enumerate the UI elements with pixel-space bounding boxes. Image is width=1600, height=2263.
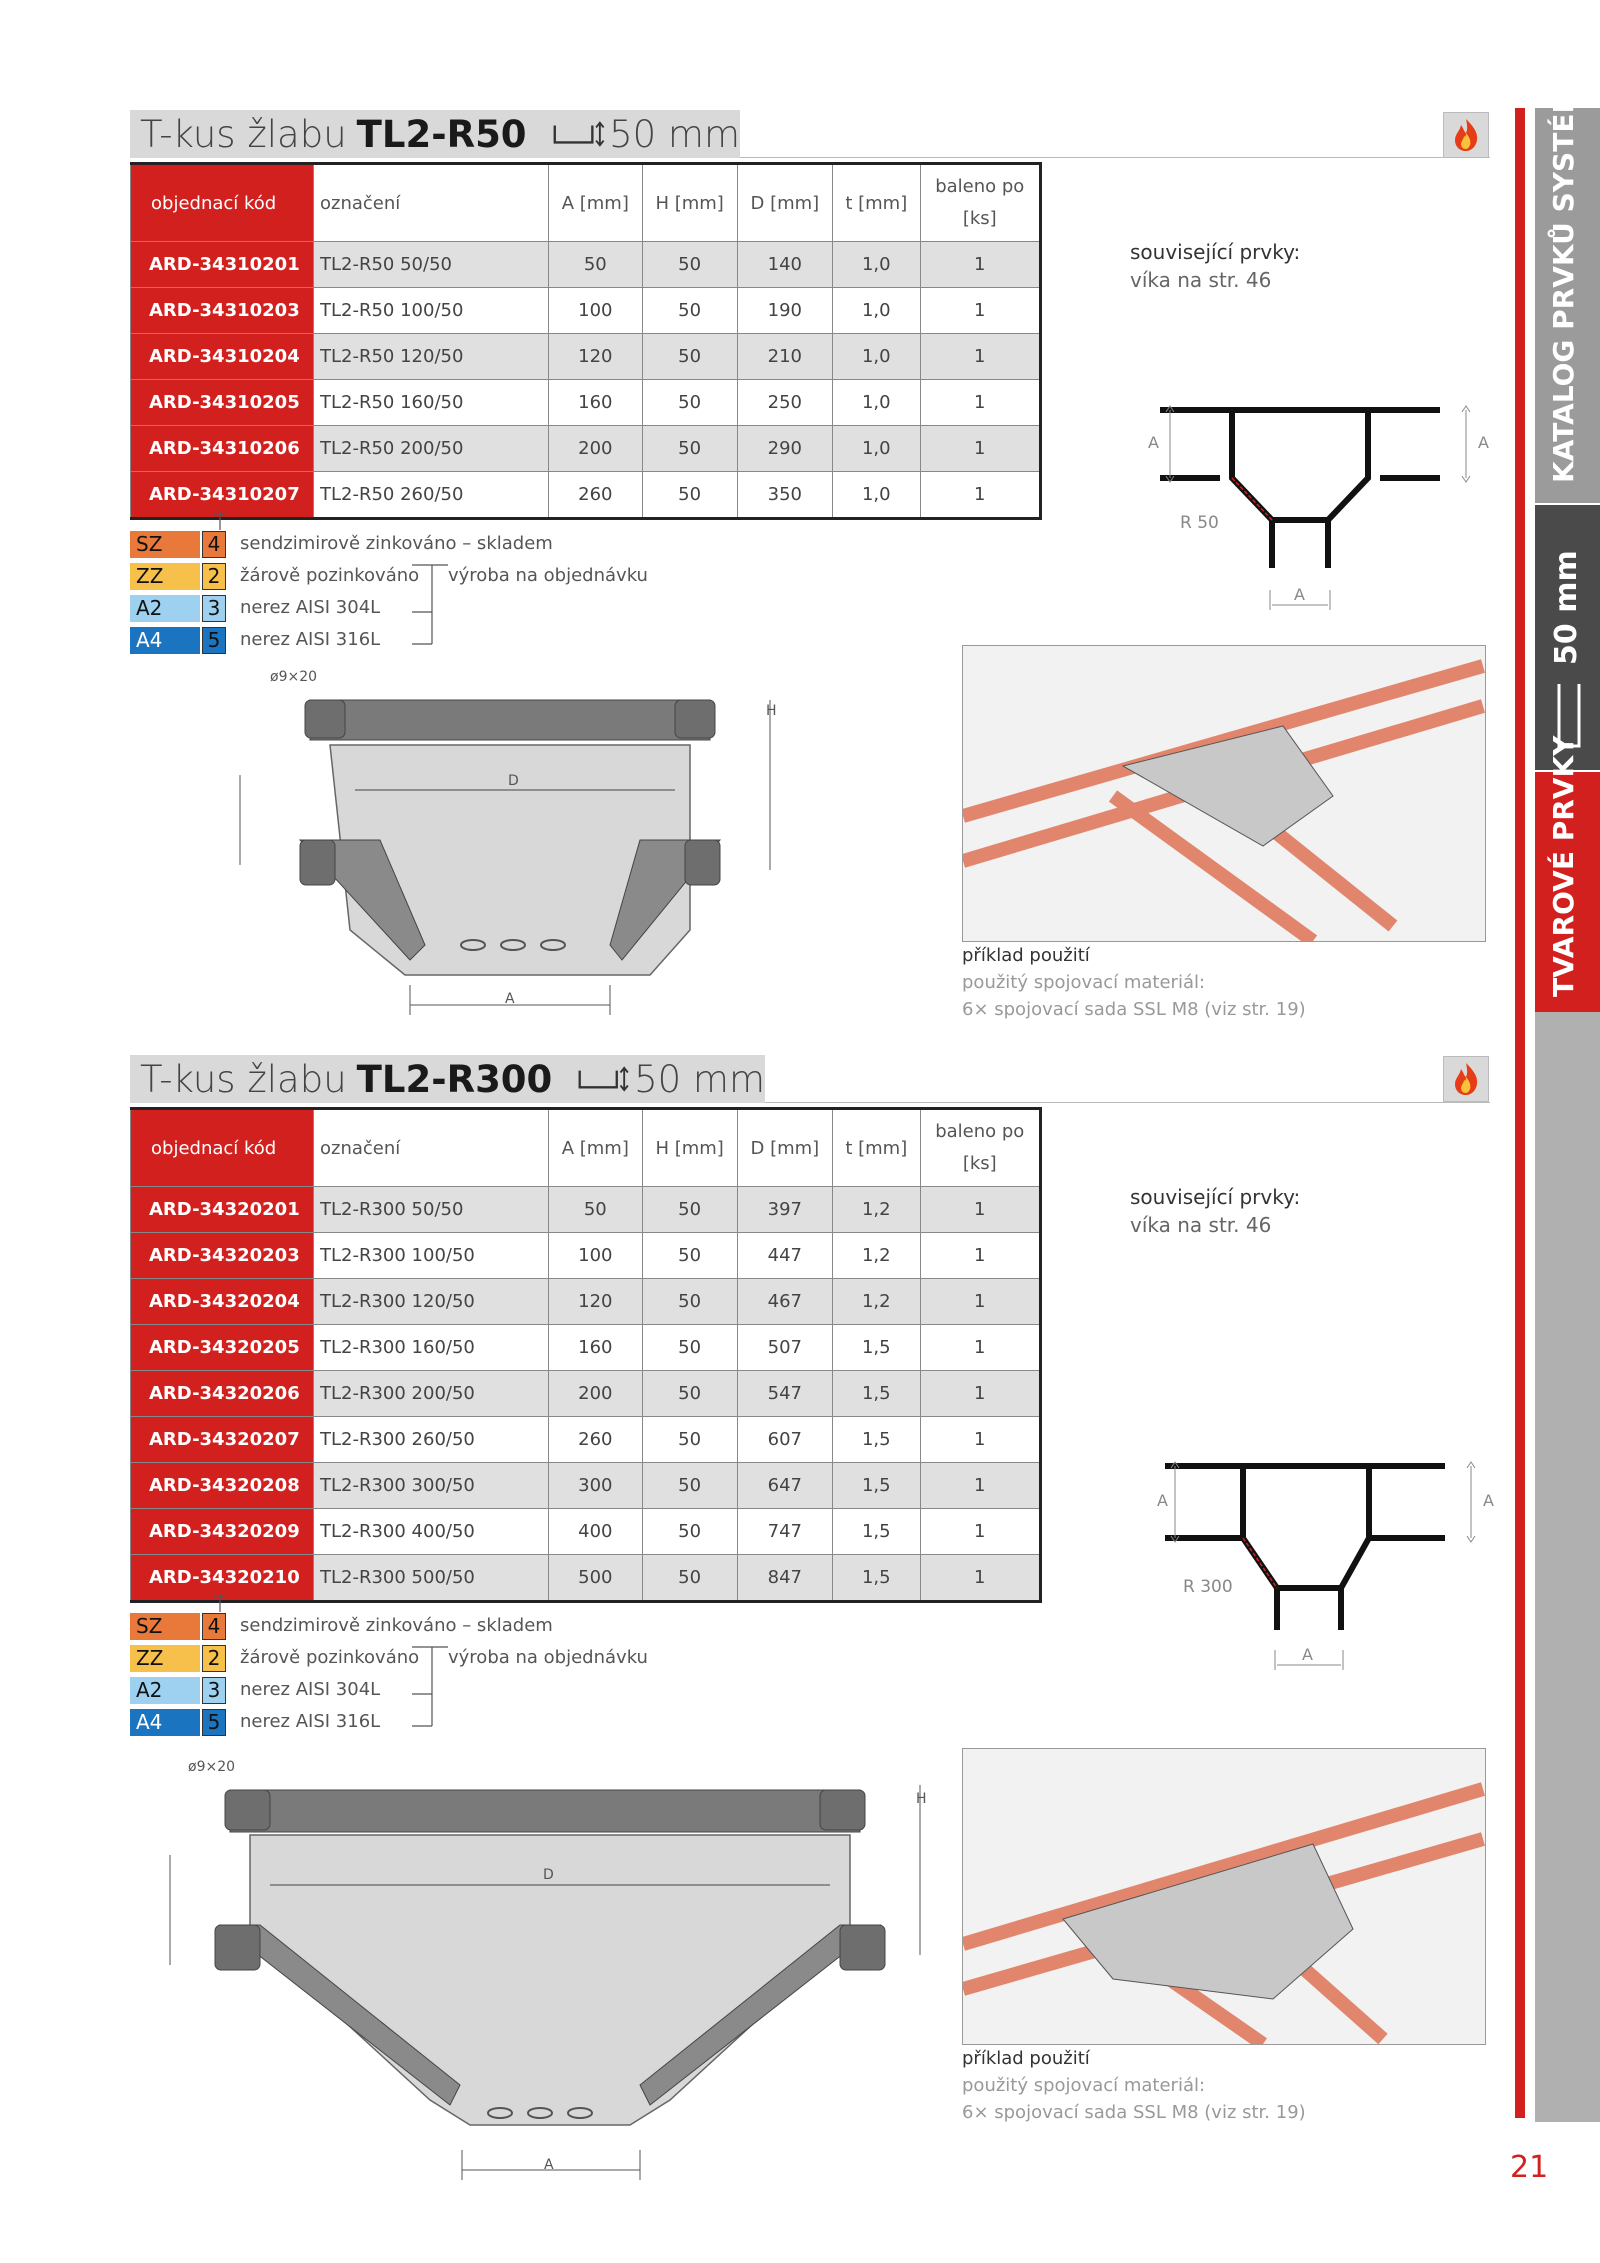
legend-connector (210, 1594, 230, 1614)
order-code: ARD-34320209 (131, 1509, 314, 1555)
col-header-h: H [mm] (642, 164, 737, 242)
material-code: A4 (130, 627, 200, 654)
material-number: 5 (202, 627, 226, 654)
material-code: SZ (130, 1613, 200, 1640)
order-code: ARD-34320205 (131, 1325, 314, 1371)
table-row: ARD-34320204 TL2-R300 120/50 120 50 467 1,2 1 (131, 1279, 1041, 1325)
usage-illustration (963, 646, 1485, 941)
order-code: ARD-34310206 (131, 426, 314, 472)
table-row: ARD-34320205 TL2-R300 160/50 160 50 507 1,5 1 (131, 1325, 1041, 1371)
table-row: ARD-34310204 TL2-R50 120/50 120 50 210 1,0 1 (131, 334, 1041, 380)
section2-caption (962, 2045, 1306, 2126)
section1-title-prefix: T-kus žlabu (140, 112, 347, 156)
col-header-t: t [mm] (833, 1109, 920, 1187)
table-row: ARD-34310205 TL2-R50 160/50 160 50 250 1,0 1 (131, 380, 1041, 426)
section1-title-size: 50 mm (609, 112, 740, 156)
order-code: ARD-34320207 (131, 1417, 314, 1463)
section2-drawing (150, 1755, 940, 2195)
caption-line2: 6× spojovací sada SSL M8 (viz str. 19) (962, 999, 1306, 1020)
table-row: ARD-34310207 TL2-R50 260/50 260 50 350 1,0 1 (131, 472, 1041, 519)
side-red-rule (1515, 108, 1525, 2118)
material-number: 5 (202, 1709, 226, 1736)
table-row: ARD-34310206 TL2-R50 200/50 200 50 290 1,0 1 (131, 426, 1041, 472)
dim-a-bottom: A (1302, 1645, 1313, 1664)
material-code: ZZ (130, 563, 200, 590)
hole-label: ø9×20 (270, 669, 318, 685)
order-code: ARD-34310203 (131, 288, 314, 334)
legend-bracket (410, 556, 450, 656)
page-number: 21 (1510, 2150, 1549, 2185)
side-tab-catalog-label: KATALOG PRVKŮ SYSTÉMU (1547, 62, 1580, 483)
radius-label: R 300 (1183, 1577, 1233, 1597)
col-header-a: A [mm] (549, 1109, 643, 1187)
tray-profile-icon (551, 119, 606, 149)
material-number: 2 (202, 1645, 226, 1672)
section2-product-table (130, 1107, 1042, 1603)
order-code: ARD-34320201 (131, 1187, 314, 1233)
side-tab-size (1535, 505, 1600, 770)
section1-related (1130, 238, 1300, 294)
material-number: 2 (202, 563, 226, 590)
section1-title-rule (740, 157, 1490, 158)
table-row: ARD-34320207 TL2-R300 260/50 260 50 607 1,5 1 (131, 1417, 1041, 1463)
order-code: ARD-34310201 (131, 242, 314, 288)
related-value: víka na str. 46 (1130, 1213, 1272, 1237)
dim-a-right: A (1483, 1491, 1494, 1510)
dim-a-left: A (1157, 1491, 1168, 1510)
section2-schematic (1145, 1450, 1505, 1680)
section2-title (130, 1055, 765, 1103)
col-header-designation: označení (314, 1109, 549, 1187)
caption-line1: použitý spojovací materiál: (962, 972, 1206, 993)
section2-title-prefix: T-kus žlabu (140, 1057, 347, 1101)
dim-d: D (508, 773, 519, 789)
dim-a-left: A (1148, 433, 1159, 452)
material-code: A2 (130, 1677, 200, 1704)
col-header-designation: označení (314, 164, 549, 242)
order-code: ARD-34310204 (131, 334, 314, 380)
usage-illustration (963, 1749, 1485, 2044)
table-row: ARD-34320203 TL2-R300 100/50 100 50 447 1,2 1 (131, 1233, 1041, 1279)
section1-title-code: TL2-R50 (356, 112, 527, 156)
dim-d: D (543, 1867, 554, 1883)
section1-drawing (230, 665, 790, 1035)
section1-schematic (1140, 390, 1500, 620)
order-code: ARD-34310207 (131, 472, 314, 519)
section1-fire-badge (1443, 112, 1489, 158)
caption-line2: 6× spojovací sada SSL M8 (viz str. 19) (962, 2102, 1306, 2123)
section1-product-table (130, 162, 1042, 520)
table-row: ARD-34320208 TL2-R300 300/50 300 50 647 1,5 1 (131, 1463, 1041, 1509)
dim-a-bottom: A (1294, 585, 1305, 604)
table-row: ARD-34320201 TL2-R300 50/50 50 50 397 1,2 1 (131, 1187, 1041, 1233)
side-grey-bar (1535, 1012, 1600, 2122)
dim-h: H (766, 703, 777, 719)
section1-usage-photo (962, 645, 1486, 942)
material-number: 4 (202, 531, 226, 558)
section2-usage-photo (962, 1748, 1486, 2045)
dim-a: A (544, 2157, 554, 2173)
col-header-d: D [mm] (737, 1109, 832, 1187)
order-code: ARD-34320206 (131, 1371, 314, 1417)
section2-fire-badge (1443, 1056, 1489, 1102)
col-header-pack: baleno po [ks] (920, 164, 1040, 242)
order-code: ARD-34320208 (131, 1463, 314, 1509)
table-row: ARD-34320209 TL2-R300 400/50 400 50 747 1,5 1 (131, 1509, 1041, 1555)
material-code: ZZ (130, 1645, 200, 1672)
table-row: ARD-34310201 TL2-R50 50/50 50 50 140 1,0 1 (131, 242, 1041, 288)
fire-icon (1444, 1057, 1488, 1101)
section2-title-code: TL2-R300 (356, 1057, 553, 1101)
table-row: ARD-34310203 TL2-R50 100/50 100 50 190 1,0 1 (131, 288, 1041, 334)
table-row: ARD-34320210 TL2-R300 500/50 500 50 847 1,5 1 (131, 1555, 1041, 1602)
tray-profile-icon (576, 1064, 630, 1094)
col-header-d: D [mm] (737, 164, 832, 242)
material-code: SZ (130, 531, 200, 558)
col-header-order-code: objednací kód (131, 1109, 314, 1187)
order-code: ARD-34320204 (131, 1279, 314, 1325)
section2-related (1130, 1183, 1300, 1239)
dim-a: A (505, 991, 515, 1007)
side-tab-category-label: TVAROVÉ PRVKY (1547, 735, 1580, 997)
legend-connector (210, 512, 230, 532)
col-header-a: A [mm] (549, 164, 643, 242)
legend-bracket (410, 1638, 450, 1738)
related-label: související prvky: (1130, 1185, 1301, 1209)
section1-title (130, 110, 740, 158)
side-tab-size-label: 50 mm (1549, 550, 1584, 665)
material-number: 4 (202, 1613, 226, 1640)
col-header-pack: baleno po [ks] (920, 1109, 1040, 1187)
caption-title: příklad použití (962, 2048, 1090, 2069)
material-code: A2 (130, 595, 200, 622)
table-row: ARD-34320206 TL2-R300 200/50 200 50 547 1,5 1 (131, 1371, 1041, 1417)
related-value: víka na str. 46 (1130, 268, 1272, 292)
order-code: ARD-34320203 (131, 1233, 314, 1279)
col-header-h: H [mm] (642, 1109, 737, 1187)
material-code: A4 (130, 1709, 200, 1736)
material-number: 3 (202, 1677, 226, 1704)
dim-h: H (916, 1791, 927, 1807)
section1-caption (962, 942, 1306, 1023)
col-header-t: t [mm] (833, 164, 920, 242)
col-header-order-code: objednací kód (131, 164, 314, 242)
order-code: ARD-34310205 (131, 380, 314, 426)
fire-icon (1444, 113, 1488, 157)
section2-title-rule (765, 1102, 1490, 1103)
radius-label: R 50 (1180, 513, 1219, 533)
side-tab-catalog (1535, 62, 1600, 503)
section2-title-size: 50 mm (634, 1057, 765, 1101)
order-code: ARD-34320210 (131, 1555, 314, 1602)
caption-title: příklad použití (962, 945, 1090, 966)
related-label: související prvky: (1130, 240, 1301, 264)
material-number: 3 (202, 595, 226, 622)
caption-line1: použitý spojovací materiál: (962, 2075, 1206, 2096)
dim-a-right: A (1478, 433, 1489, 452)
hole-label: ø9×20 (188, 1759, 236, 1775)
side-tab-category (1535, 735, 1600, 1012)
